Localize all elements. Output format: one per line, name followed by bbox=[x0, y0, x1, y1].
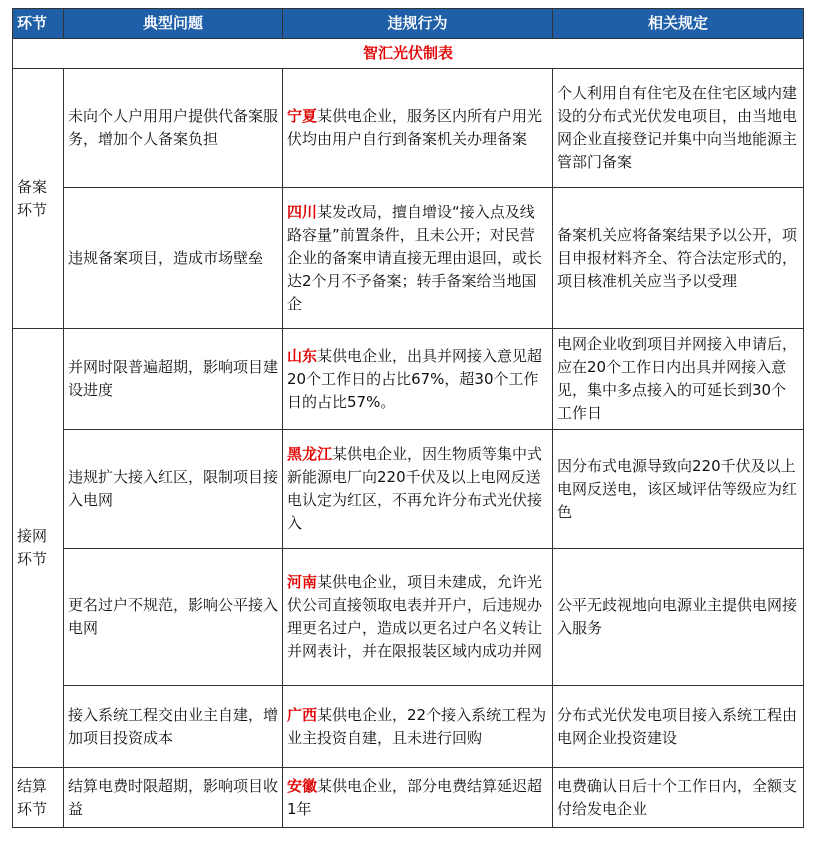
violation-text: 某供电企业，服务区内所有户用光伏均由用户自行到备案机关办理备案 bbox=[287, 107, 543, 148]
violation-cell bbox=[283, 549, 553, 686]
province-label: 安徽 bbox=[287, 776, 318, 795]
violation-cell bbox=[283, 188, 553, 329]
segment-settle bbox=[13, 768, 64, 828]
title-row bbox=[13, 39, 804, 69]
regulation-cell: 电费确认日后十个工作日内，全额支付给发电企业 bbox=[553, 768, 804, 828]
violation-cell bbox=[283, 69, 553, 188]
violation-text: 某供电企业，因生物质等集中式新能源电厂向220千伏及以上电网反送电认定为红区，不再允许分布式光伏接入 bbox=[287, 445, 543, 532]
table-title: 智汇光伏制表 bbox=[13, 39, 804, 69]
table-row bbox=[13, 69, 804, 188]
table-row bbox=[13, 188, 804, 329]
header-row bbox=[13, 9, 804, 39]
table-row bbox=[13, 768, 804, 828]
violation-text: 某供电企业，项目未建成，允许光伏公司直接领取电表并开户，后违规办理更名过户，造成以更名过户名义转让并网表计，并在限报装区域内成功并网 bbox=[287, 573, 543, 660]
problem-cell: 接入系统工程交由业主自建，增加项目投资成本 bbox=[64, 686, 283, 768]
problem-cell: 违规扩大接入红区，限制项目接入电网 bbox=[64, 430, 283, 549]
regulation-cell: 备案机关应将备案结果予以公开，项目申报材料齐全、符合法定形式的，项目核准机关应当予以受理 bbox=[553, 188, 804, 329]
province-label: 四川 bbox=[287, 202, 318, 221]
regulation-cell: 分布式光伏发电项目接入系统工程由电网企业投资建设 bbox=[553, 686, 804, 768]
problem-cell: 并网时限普遍超期，影响项目建设进度 bbox=[64, 329, 283, 430]
table-row bbox=[13, 549, 804, 686]
header-violation: 违规行为 bbox=[283, 9, 553, 39]
segment-label: 结算 环节 bbox=[17, 776, 48, 818]
province-label: 河南 bbox=[287, 573, 318, 591]
segment-label: 备案 环节 bbox=[17, 177, 48, 219]
regulation-cell: 公平无歧视地向电源业主提供电网接入服务 bbox=[553, 549, 804, 686]
violation-text: 某供电企业，部分电费结算延迟超1年 bbox=[287, 776, 543, 818]
table-row bbox=[13, 686, 804, 768]
segment-grid bbox=[13, 329, 64, 768]
regulation-cell: 因分布式电源导致向220千伏及以上电网反送电，该区域评估等级应为红色 bbox=[553, 430, 804, 549]
segment-label: 接网 环节 bbox=[17, 527, 48, 568]
violation-cell bbox=[283, 686, 553, 768]
table-row bbox=[13, 329, 804, 430]
table-row bbox=[13, 430, 804, 549]
header-segment: 环节 bbox=[13, 9, 64, 39]
regulation-cell: 个人利用自有住宅及在住宅区域内建设的分布式光伏发电项目，由当地电网企业直接登记并集中向当地能源主管部门备案 bbox=[553, 69, 804, 188]
province-label: 广西 bbox=[287, 705, 318, 724]
violation-cell bbox=[283, 768, 553, 828]
regulation-table bbox=[12, 8, 804, 828]
header-problem: 典型问题 bbox=[64, 9, 283, 39]
problem-cell: 未向个人户用用户提供代备案服务，增加个人备案负担 bbox=[64, 69, 283, 188]
violation-cell bbox=[283, 430, 553, 549]
province-label: 宁夏 bbox=[287, 107, 318, 125]
header-regulation: 相关规定 bbox=[553, 9, 804, 39]
problem-cell: 违规备案项目，造成市场壁垒 bbox=[64, 188, 283, 329]
segment-record bbox=[13, 69, 64, 329]
problem-cell: 结算电费时限超期，影响项目收益 bbox=[64, 768, 283, 828]
regulation-cell: 电网企业收到项目并网接入申请后，应在20个工作日内出具并网接入意见，集中多点接入的可延长到30个工作日 bbox=[553, 329, 804, 430]
problem-cell: 更名过户不规范，影响公平接入电网 bbox=[64, 549, 283, 686]
violation-cell bbox=[283, 329, 553, 430]
province-label: 黑龙江 bbox=[287, 445, 333, 463]
violation-text: 某发改局，擅自增设“接入点及线路容量”前置条件，且未公开；对民营企业的备案申请直接无理由退回，或长达2个月不予备案；转手备案给当地国企 bbox=[287, 202, 543, 313]
violation-text: 某供电企业，22个接入系统工程为业主投资自建，且未进行回购 bbox=[287, 705, 547, 747]
province-label: 山东 bbox=[287, 346, 318, 365]
violation-text: 某供电企业，出具并网接入意见超20个工作日的占比67%，超30个工作日的占比57%。 bbox=[287, 346, 543, 411]
